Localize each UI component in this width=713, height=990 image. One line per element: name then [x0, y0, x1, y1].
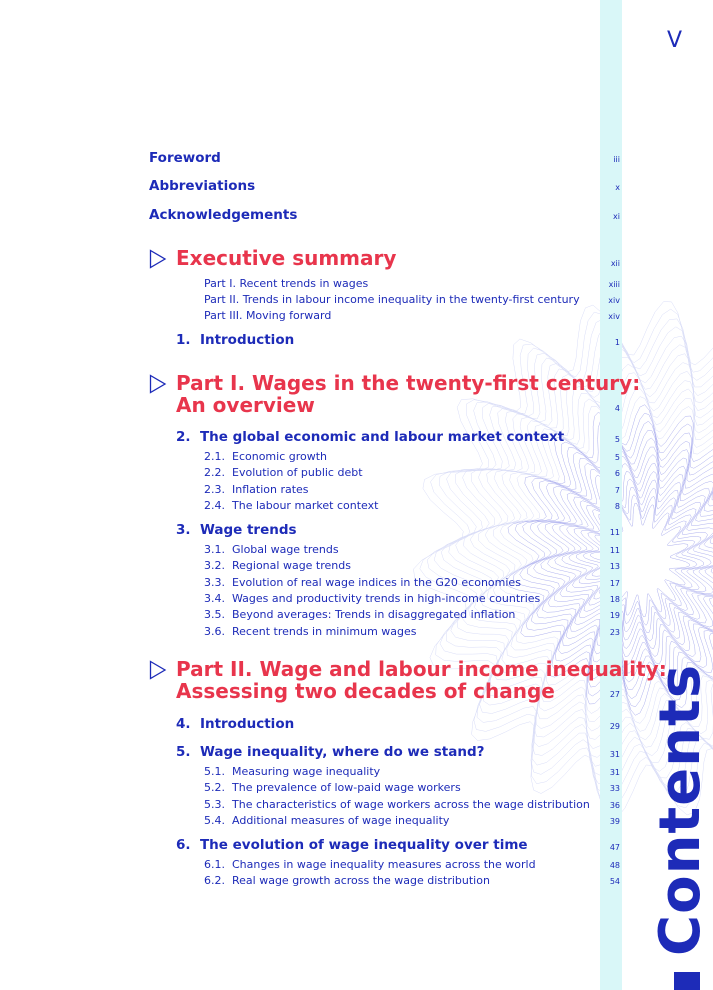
toc-page: 5 — [614, 453, 620, 462]
toc-label — [176, 744, 484, 760]
toc-label: Foreword — [149, 150, 221, 166]
toc-label — [176, 332, 294, 348]
rosette-ring — [562, 471, 713, 648]
toc-label — [176, 522, 297, 538]
part-title-line1: Part II. Wage and labour income inequality: — [176, 657, 667, 681]
play-arrow-icon — [149, 660, 167, 680]
toc-label — [176, 716, 294, 732]
play-arrow-icon — [149, 249, 167, 269]
subentry-number: 2.2. — [204, 466, 225, 480]
subentry-number: 5.2. — [204, 781, 225, 795]
toc-page: iii — [613, 155, 620, 164]
toc-page: xiii — [608, 280, 620, 289]
subentry-number: 5.1. — [204, 765, 225, 778]
page-number: V — [667, 28, 683, 53]
chapter-title: The evolution of wage inequality over time — [199, 837, 528, 853]
toc-page: 1 — [614, 338, 620, 347]
subentry-number: 2.4. — [204, 498, 225, 512]
toc-page: 4 — [614, 404, 620, 413]
play-arrow-icon — [149, 374, 167, 394]
part-title-line1: Part I. Wages in the twenty-first century: — [176, 371, 641, 395]
chapter-title: The global economic and labour market context — [199, 429, 565, 445]
subentry-number: 5.3. — [204, 797, 225, 811]
chapter-number: 5. — [176, 744, 191, 760]
toc-page: 23 — [609, 627, 620, 637]
toc-page: xiv — [608, 312, 620, 321]
toc-page: 8 — [614, 501, 620, 511]
toc-label — [176, 429, 564, 445]
subentry-title: Global wage trends — [232, 543, 339, 556]
toc-label — [204, 559, 351, 572]
toc-label — [204, 814, 449, 827]
subentry-title: Real wage growth across the wage distribution — [232, 874, 490, 888]
toc-page: 5 — [614, 435, 620, 444]
toc-label: Part III. Moving forward — [204, 309, 332, 322]
subentry-number: 3.5. — [204, 608, 225, 622]
toc-page: 11 — [609, 528, 620, 537]
toc-page: 39 — [609, 816, 620, 826]
toc-page: 29 — [609, 722, 620, 731]
subentry-title: The prevalence of low-paid wage workers — [232, 781, 461, 795]
subentry-title: Regional wage trends — [232, 559, 351, 573]
toc-page: 17 — [609, 578, 620, 588]
subentry-title: Beyond averages: Trends in disaggregated inflation — [232, 608, 516, 622]
subentry-number: 2.3. — [204, 482, 225, 496]
toc-page: 7 — [614, 485, 620, 495]
subentry-number: 3.1. — [204, 543, 225, 556]
toc-label — [204, 874, 490, 887]
side-stripe — [600, 0, 622, 990]
toc-page: 27 — [609, 690, 620, 699]
corner-block — [674, 972, 700, 990]
toc-label — [204, 781, 461, 794]
subentry-number: 6.2. — [204, 874, 225, 888]
rosette-ring — [541, 447, 713, 673]
chapter-number: 4. — [176, 716, 191, 732]
subentry-title: Evolution of public debt — [232, 466, 363, 480]
toc-label — [176, 837, 528, 853]
section-title: Executive summary — [176, 246, 397, 270]
chapter-number: 6. — [176, 837, 191, 853]
subentry-title: Recent trends in minimum wages — [232, 624, 417, 638]
toc-label: Acknowledgements — [149, 207, 298, 223]
subentry-title: Inflation rates — [232, 482, 309, 496]
toc-page: x — [615, 183, 620, 192]
toc-label: Part II. Trends in labour income inequality in the twenty-first century — [204, 293, 580, 306]
toc-label — [204, 450, 327, 463]
toc-page: 36 — [609, 800, 620, 810]
contents-side-title: Contents — [648, 663, 713, 956]
toc-label — [204, 543, 339, 556]
chapter-title: Introduction — [199, 332, 295, 348]
toc-page: 13 — [609, 562, 620, 572]
subentry-number: 3.4. — [204, 591, 225, 605]
subentry-number: 3.3. — [204, 575, 225, 589]
chapter-title: Introduction — [199, 716, 295, 732]
subentry-title: Measuring wage inequality — [232, 765, 381, 778]
subentry-number: 2.1. — [204, 450, 225, 463]
chapter-title: Wage trends — [199, 522, 297, 538]
subentry-number: 3.6. — [204, 624, 225, 638]
toc-label — [204, 499, 378, 512]
toc-label: Part I. Recent trends in wages — [204, 277, 369, 290]
toc-page: 11 — [609, 546, 620, 555]
subentry-title: Economic growth — [232, 450, 328, 463]
toc-label — [204, 576, 521, 589]
toc-page: 54 — [609, 877, 620, 887]
chapter-number: 3. — [176, 522, 191, 538]
chapter-title: Wage inequality, where do we stand? — [199, 744, 485, 760]
part-title-line2: An overview — [176, 393, 315, 417]
toc-page: 18 — [609, 594, 620, 604]
subentry-number: 3.2. — [204, 559, 225, 573]
part-title-line2: Assessing two decades of change — [176, 679, 555, 703]
toc-page: xiv — [608, 296, 620, 305]
subentry-title: Changes in wage inequality measures across the world — [232, 858, 536, 871]
subentry-title: Evolution of real wage indices in the G20 economies — [232, 575, 521, 589]
toc-label — [204, 625, 417, 638]
subentry-number: 5.4. — [204, 813, 225, 827]
subentry-title: Wages and productivity trends in high-income countries — [232, 591, 541, 605]
subentry-title: The characteristics of wage workers across the wage distribution — [232, 797, 590, 811]
toc-page: 47 — [609, 843, 620, 852]
toc-page: xii — [610, 259, 620, 268]
toc-label — [204, 608, 515, 621]
toc-label — [204, 858, 536, 871]
toc-page: 19 — [609, 611, 620, 621]
toc-label: Abbreviations — [149, 178, 256, 194]
toc-page: 33 — [609, 784, 620, 794]
toc-label — [204, 592, 540, 605]
toc-page: 31 — [609, 750, 620, 759]
subentry-title: Additional measures of wage inequality — [232, 813, 450, 827]
toc-page: 48 — [609, 861, 620, 870]
toc-label — [204, 765, 380, 778]
toc-page: 6 — [614, 469, 620, 479]
chapter-number: 2. — [176, 429, 191, 445]
toc-page: 31 — [609, 768, 620, 777]
toc-page: xi — [613, 212, 620, 221]
toc-label — [204, 466, 363, 479]
subentry-title: The labour market context — [232, 498, 379, 512]
chapter-number: 1. — [176, 332, 191, 348]
subentry-number: 6.1. — [204, 858, 225, 871]
toc-label — [204, 483, 309, 496]
toc-label — [204, 798, 590, 811]
